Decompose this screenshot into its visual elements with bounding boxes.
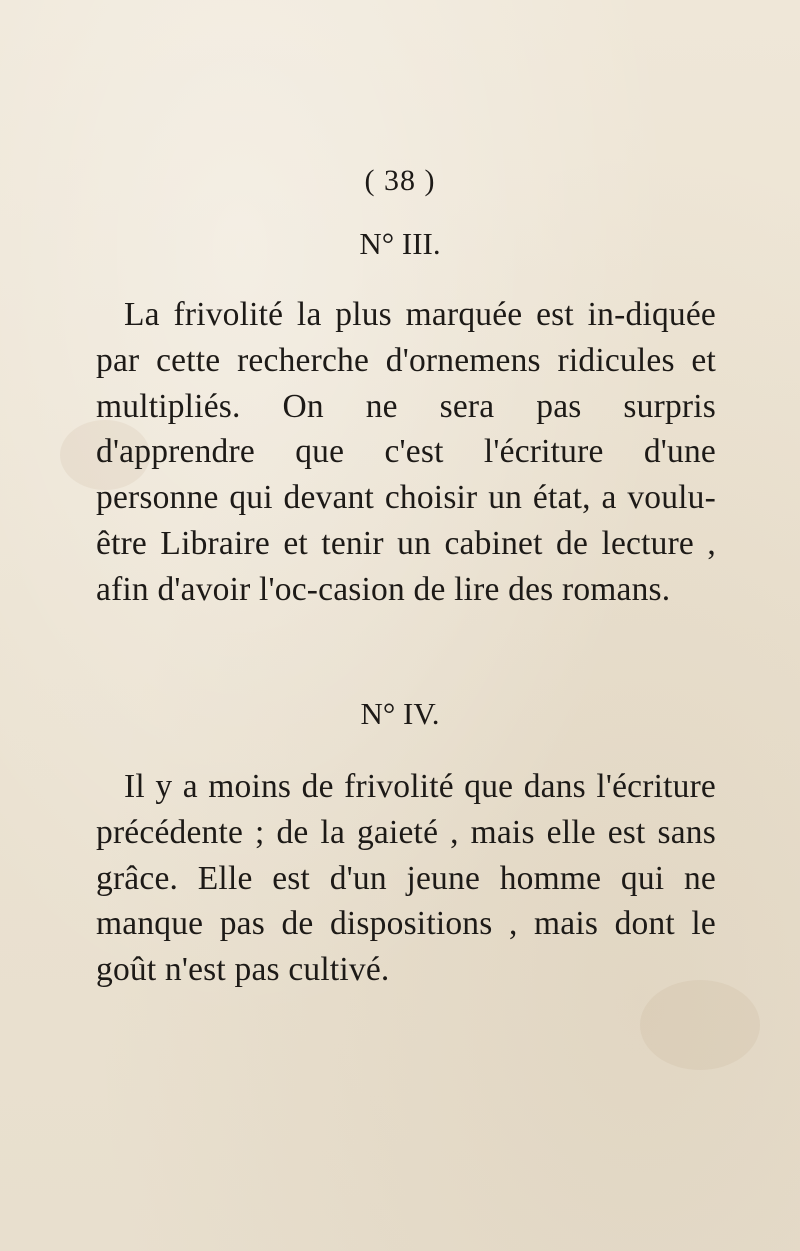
- page-number: ( 38 ): [364, 164, 436, 197]
- section-heading-iii: N° III.: [359, 226, 441, 261]
- section-paragraph-iii: La frivolité la plus marquée est in-diquée par cette recherche d'ornemens ridicules et multipliés. On ne sera pas surpris d'apprendre que c'est l'écriture d'une personne qui devant choisir un état, a voulu-être Libraire et tenir un cabinet de lecture , afin d'avoir l'oc-casion de lire des romans.: [96, 296, 716, 608]
- section-paragraph-iv: Il y a moins de frivolité que dans l'écriture précédente ; de la gaieté , mais elle est sans grâce. Elle est d'un jeune homme qui ne manque pas de dispositions , mais dont le goût n'est pas cultivé.: [96, 768, 716, 989]
- paper-stain: [640, 980, 760, 1070]
- section-heading-iv: N° IV.: [360, 696, 440, 731]
